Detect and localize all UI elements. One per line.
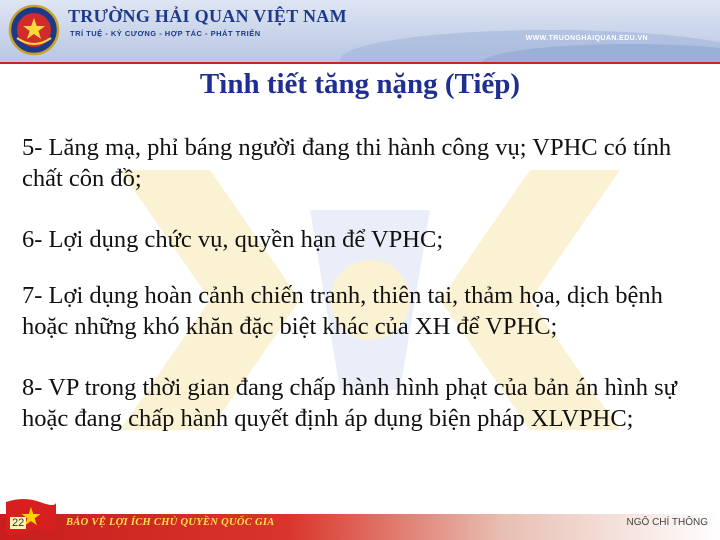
school-motto: TRÍ TUỆ - KỶ CƯƠNG - HỢP TÁC - PHÁT TRIỂN: [70, 29, 261, 38]
list-item: 8- VP trong thời gian đang chấp hành hình phạt của bản án hình sự hoặc đang chấp hành quyết định áp dụng biện pháp XLVPHC;: [22, 374, 677, 432]
header-banner: [0, 0, 720, 62]
list-item: 5- Lăng mạ, phỉ báng người đang thi hành công vụ; VPHC có tính chất côn đồ;: [22, 134, 672, 192]
slide-title: Tình tiết tăng nặng (Tiếp): [199, 68, 521, 100]
school-name: TRƯỜNG HẢI QUAN VIỆT NAM: [68, 6, 347, 26]
list-item: 6- Lợi dụng chức vụ, quyền hạn để VPHC;: [22, 226, 444, 253]
list-item: 7- Lợi dụng hoàn cảnh chiến tranh, thiên tai, thảm họa, dịch bệnh hoặc những khó khăn đặc biệt khác của XH để VPHC;: [22, 282, 663, 340]
footer-slogan: BẢO VỆ LỢI ÍCH CHỦ QUYỀN QUỐC GIA: [66, 517, 275, 528]
vietnam-flag-icon: [4, 496, 58, 536]
customs-emblem-icon: [8, 4, 60, 56]
slide-number: 22: [12, 517, 25, 529]
header-divider: [0, 62, 720, 64]
website-url: WWW.TRUONGHAIQUAN.EDU.VN: [525, 35, 648, 42]
author-name: NGÔ CHÍ THÔNG: [626, 517, 708, 528]
